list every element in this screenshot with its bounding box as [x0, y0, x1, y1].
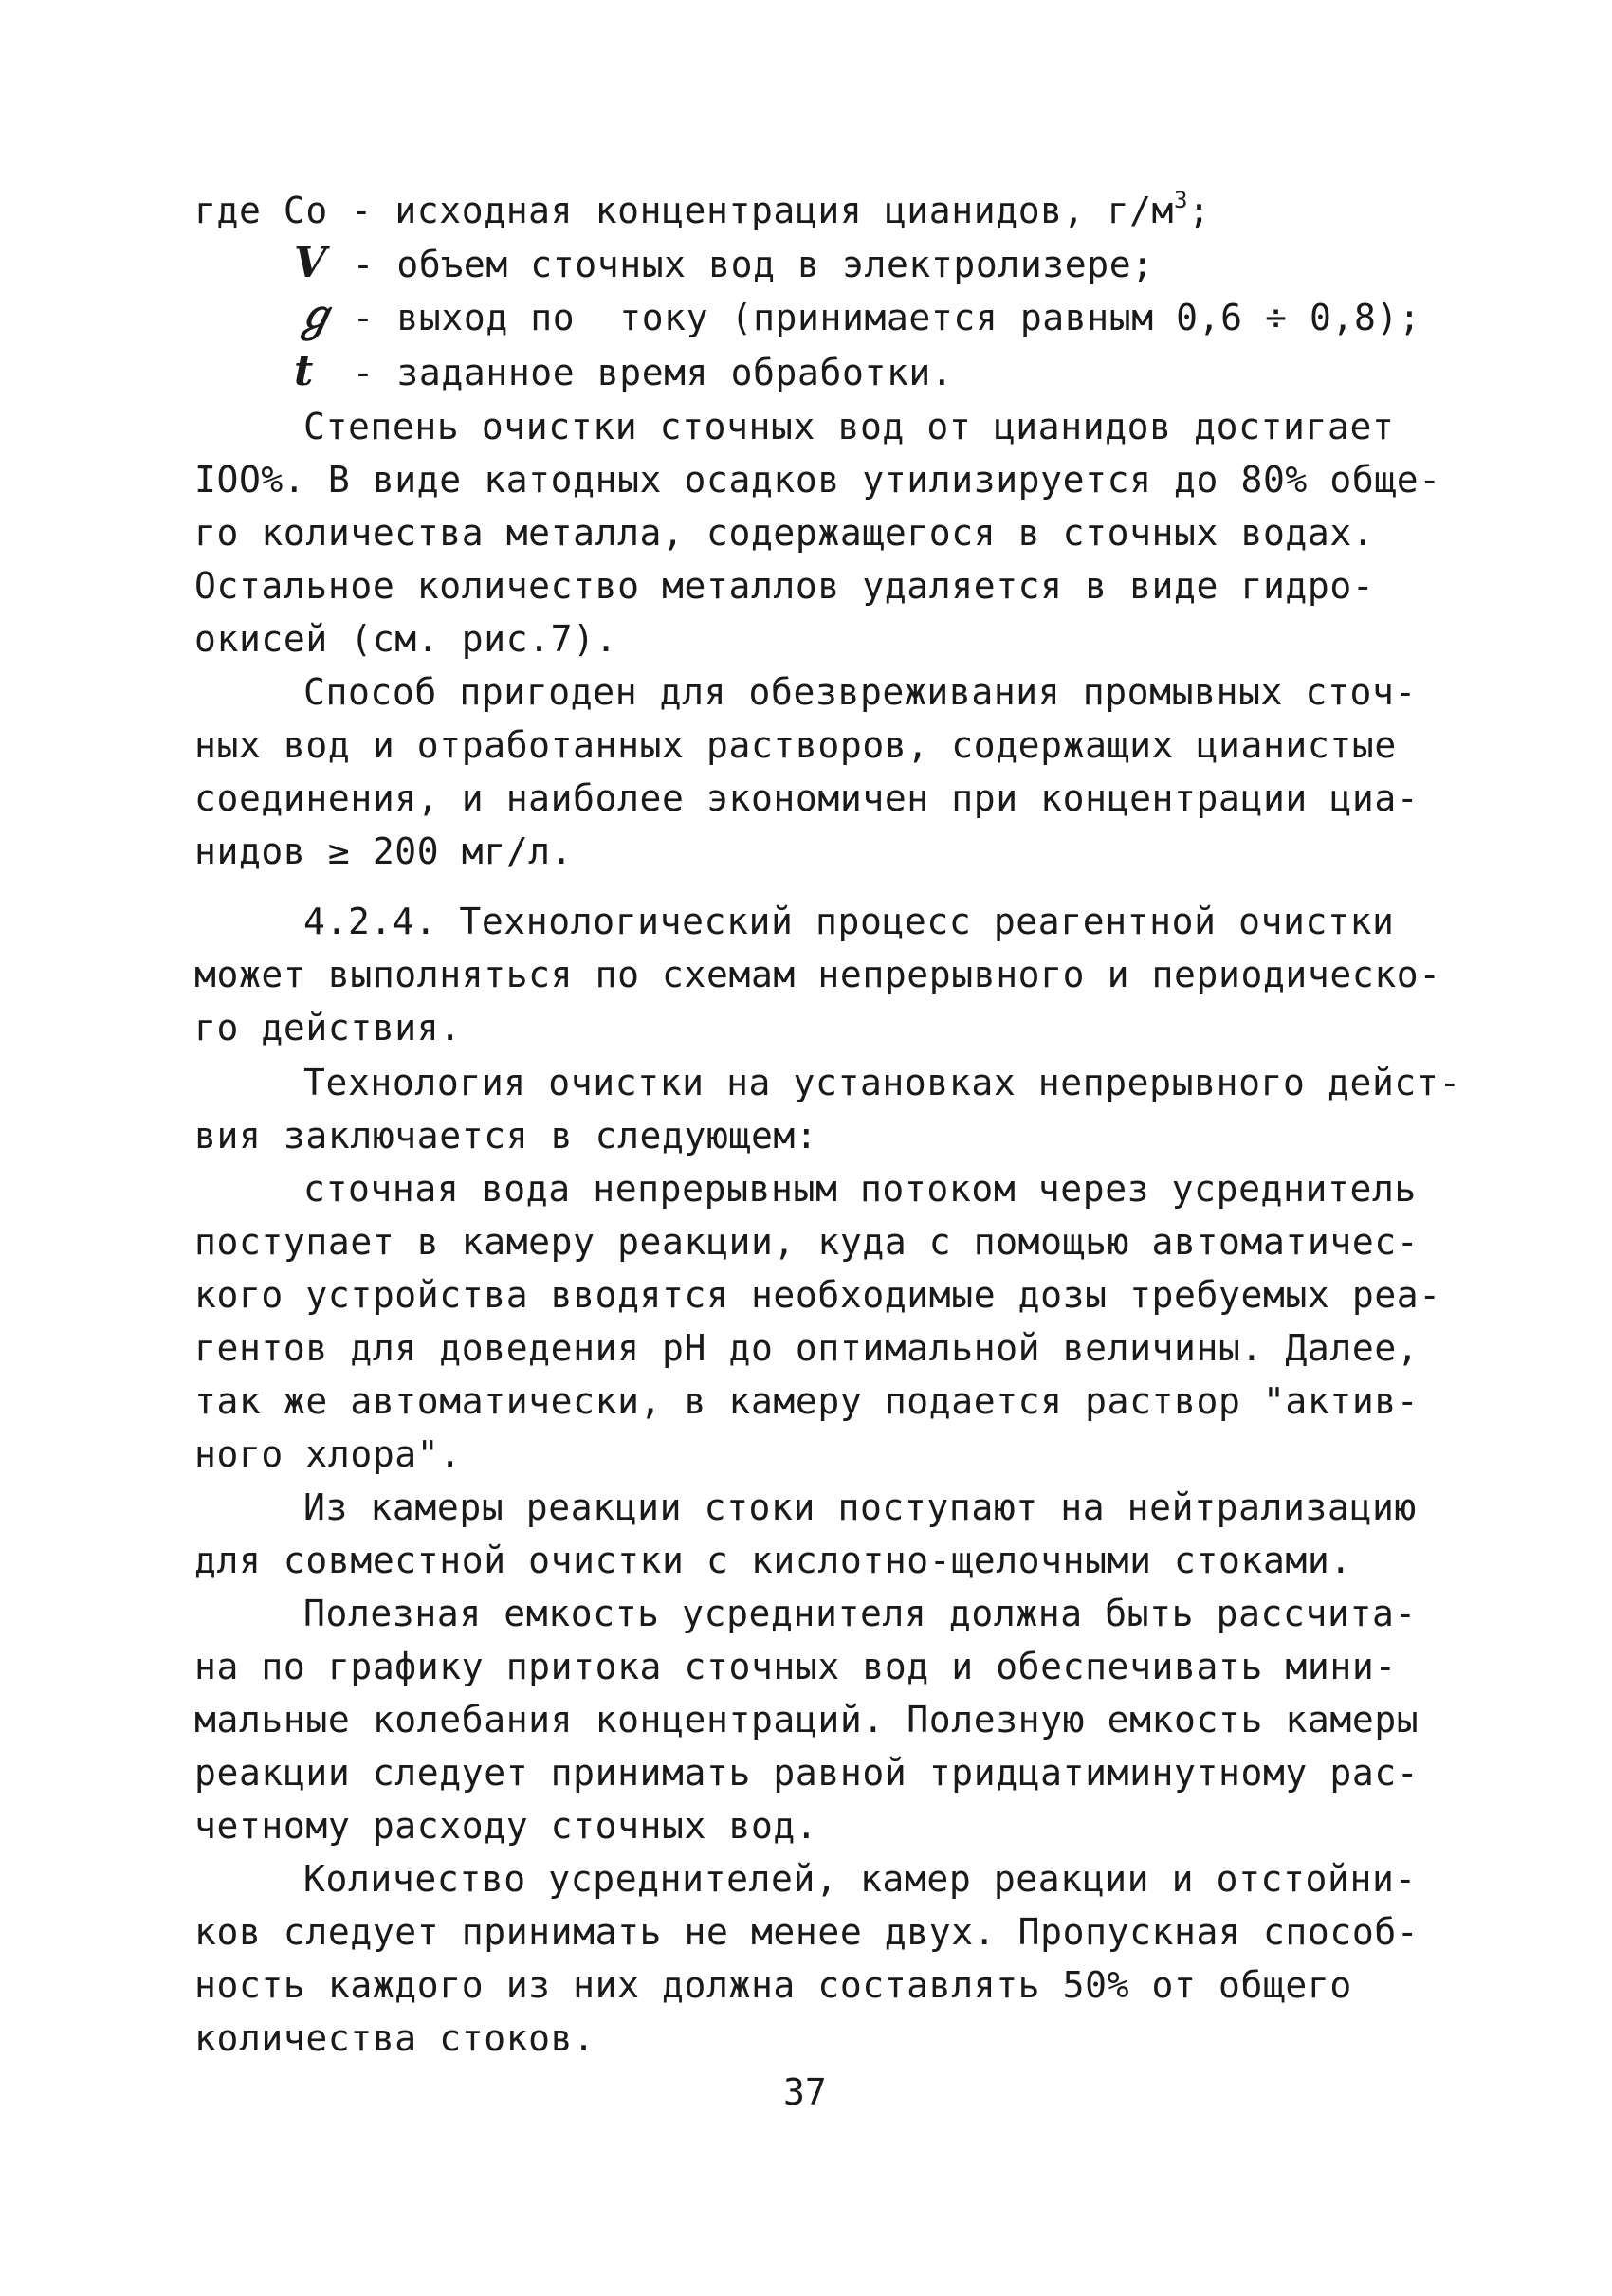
text-line: для совместной очистки с кислотно-щелочными стоками. [194, 1540, 1352, 1581]
text-line: окисей (см. рис.7). [194, 618, 618, 660]
definition-eta [294, 292, 1421, 340]
text-line: Остальное количество металлов удаляется в виде гидро- [194, 565, 1375, 607]
text-line: ного хлора". [194, 1433, 462, 1475]
text-line: так же автоматически, в камеру подается раствор "актив- [194, 1380, 1420, 1422]
page-number: 37 [783, 2071, 827, 2113]
text-line: IOO%. В виде катодных осадков утилизируется до 80% обще- [194, 459, 1441, 501]
text-line: количества стоков. [194, 2017, 595, 2059]
section-heading-line: 4.2.4. Технологический процесс реагентной очистки [303, 901, 1395, 942]
text-line: гентов для доведения рН до оптимальной величины. Далее, [194, 1327, 1420, 1369]
text-line: ных вод и отработанных растворов, содержащих цианистые [194, 724, 1397, 766]
text-line: реакции следует принимать равной тридцатиминутному рас- [194, 1752, 1420, 1794]
text-line: Степень очистки сточных вод от цианидов достигает [303, 406, 1395, 447]
text-line: поступает в камеру реакции, куда с помощью автоматичес- [194, 1221, 1420, 1263]
text-line: Полезная емкость усреднителя должна быть рассчита- [303, 1593, 1417, 1634]
text-line: го действия. [194, 1007, 462, 1048]
text-line: на по графику притока сточных вод и обеспечивать мини- [194, 1646, 1397, 1687]
definition-tail: ; [1188, 190, 1211, 231]
definition-t [294, 347, 954, 395]
text-line: ность каждого из них должна составлять 50% от общего [194, 1964, 1352, 2006]
text-line: мальные колебания концентраций. Полезную емкость камеры [194, 1699, 1420, 1740]
text-line: Количество усреднителей, камер реакции и отстойни- [303, 1858, 1417, 1900]
definition-text: - заданное время обработки. [330, 352, 954, 393]
text-line: четному расходу сточных вод. [194, 1805, 818, 1847]
text-line: нидов ≥ 200 мг/л. [194, 830, 574, 872]
definition-text: исходная концентрация цианидов, г/м [394, 190, 1175, 231]
text-line: го количества металла, содержащегося в сточных водах. [194, 512, 1375, 554]
text-line: соединения, и наиболее экономичен при концентрации циа- [194, 777, 1420, 819]
symbol-eta: ℊ [294, 292, 337, 340]
text-line: Из камеры реакции стоки поступают на нейтрализацию [303, 1486, 1417, 1528]
definition-lead: где Со - [194, 190, 395, 231]
definition-text: - объем сточных вод в электролизере; [330, 244, 1154, 285]
symbol-v: V [294, 239, 327, 287]
text-line: вия заключается в следующем: [194, 1115, 818, 1157]
text-line: может выполняться по схемам непрерывного и периодическо- [194, 954, 1441, 995]
text-line: Способ пригоден для обезвреживания промывных сточ- [303, 671, 1417, 713]
symbol-t: t [294, 347, 314, 395]
text-line: кого устройства вводятся необходимые дозы требуемых реа- [194, 1274, 1441, 1316]
definition-v [294, 239, 1154, 287]
text-line: ков следует принимать не менее двух. Пропускная способ- [194, 1911, 1420, 1953]
text-line: сточная вода непрерывным потоком через усреднитель [303, 1168, 1417, 1210]
definition-co [194, 187, 1211, 231]
text-line: Технология очистки на установках непрерывного дейст- [303, 1062, 1461, 1103]
definition-text: - выход по току (принимается равным 0,6 ÷ 0,8); [330, 297, 1421, 338]
superscript: 3 [1174, 187, 1189, 213]
